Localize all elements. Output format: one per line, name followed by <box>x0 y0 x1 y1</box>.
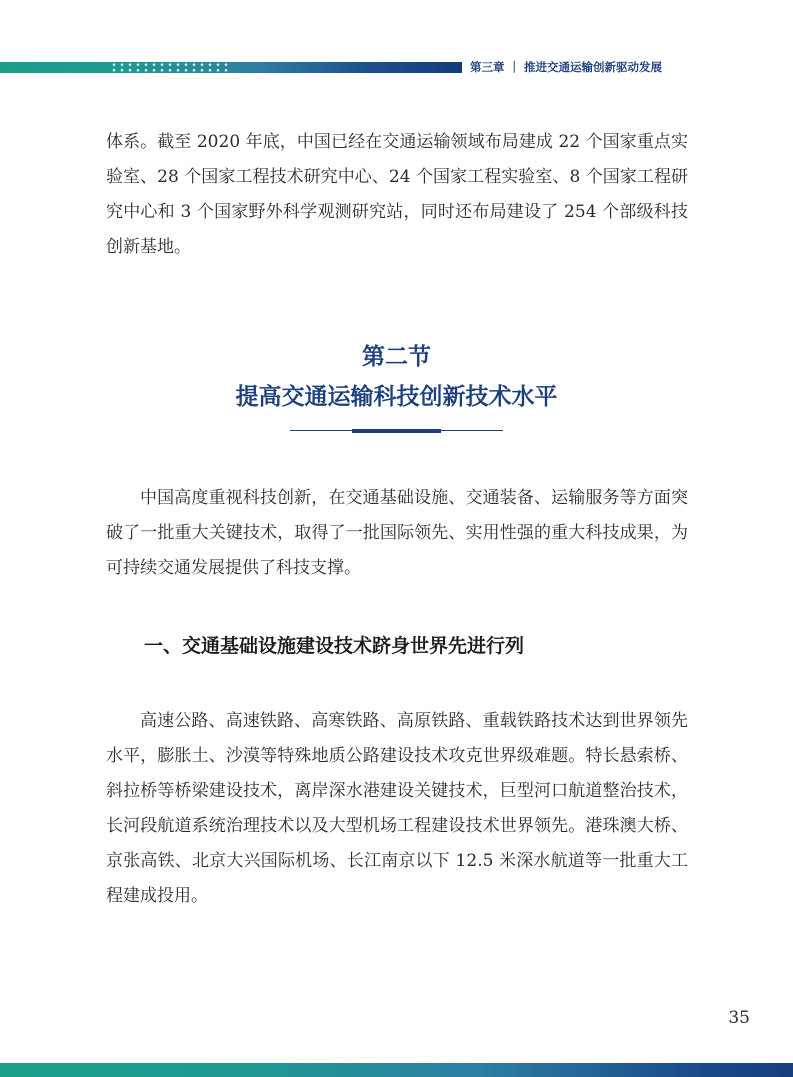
header-gradient-bar <box>0 62 462 73</box>
subsection-body-paragraph: 高速公路、高速铁路、高寒铁路、高原铁路、重载铁路技术达到世界领先水平，膨胀土、沙漠等特殊地质公路建设技术攻克世界级难题。特长悬索桥、斜拉桥等桥梁建设技术，离岸深水港建设关键技术，巨型河口航道整治技术，长河段航道系统治理技术以及大型机场工程建设技术世界领先。港珠澳大桥、京张高铁、北京大兴国际机场、长江南京以下 12.5 米深水航道等一批重大工程建成投用。 <box>106 711 688 906</box>
footer-color-band <box>0 1063 793 1077</box>
page-number: 35 <box>728 1008 750 1028</box>
header-dot-pattern <box>110 62 230 73</box>
header-color-band <box>0 60 793 75</box>
intro-paragraph: 体系。截至 2020 年底，中国已经在交通运输领域布局建成 22 个国家重点实验室、28 个国家工程技术研究中心、24 个国家工程实验室、8 个国家工程研究中心和 3 个国家野外科学观测研究站，同时还布局建设了 254 个部级科技创新基地。 <box>106 132 688 257</box>
section-title: 提高交通运输科技创新技术水平 <box>235 383 558 410</box>
section-label: 第二节 <box>362 343 431 370</box>
chapter-title: 第三章 ｜ 推进交通运输创新驱动发展 <box>470 60 663 74</box>
section-divider-accent <box>352 429 441 433</box>
subsection-heading: 一、交通基础设施建设技术跻身世界先进行列 <box>144 635 525 657</box>
section-intro-paragraph: 中国高度重视科技创新，在交通基础设施、交通装备、运输服务等方面突破了一批重大关键技术，取得了一批国际领先、实用性强的重大科技成果，为可持续交通发展提供了科技支撑。 <box>106 488 688 578</box>
